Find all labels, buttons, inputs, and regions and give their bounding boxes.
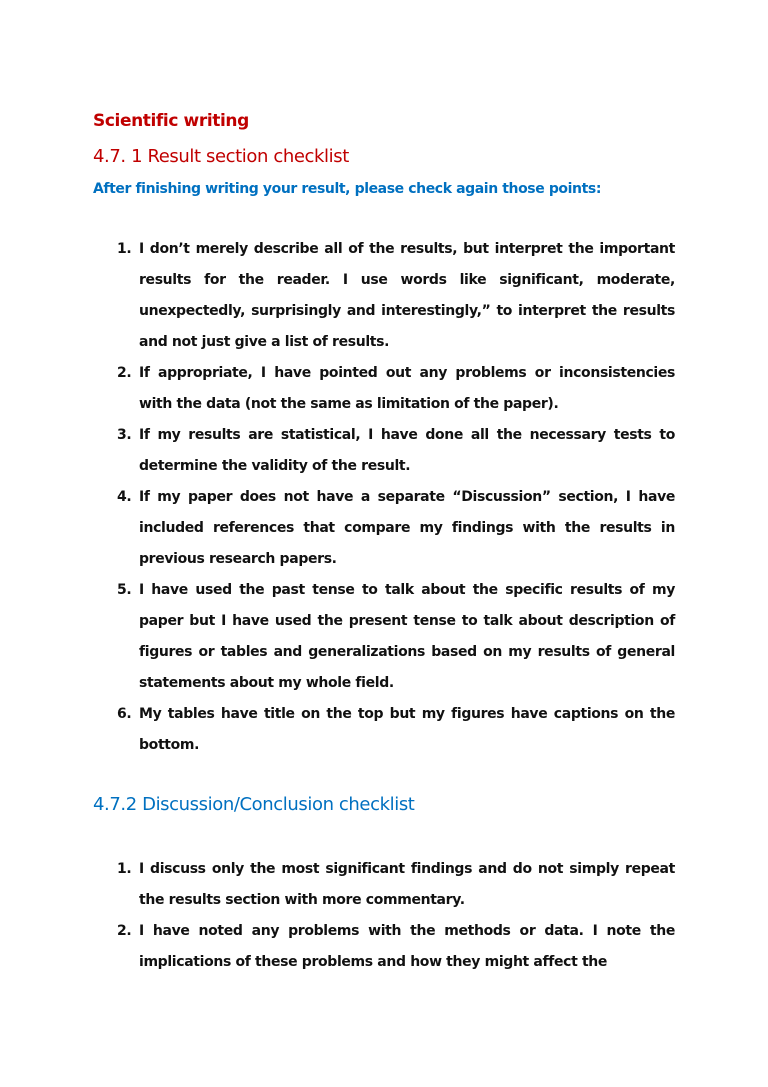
list-item-text: I have noted any problems with the methods or data. I note the implications of these problems and how they might affect the (139, 923, 675, 970)
section-heading-discussion-checklist: 4.7.2 Discussion/Conclusion checklist (93, 794, 415, 815)
list-item-text: I don’t merely describe all of the results, but interpret the important results for the reader. I use words like significant, moderate, unexpectedly, surprisingly and interestingly,” to interpret the results and not just give a list of results. (139, 241, 675, 350)
list-item-text: I have used the past tense to talk about the specific results of my paper but I have used the present tense to talk about description of figures or tables and generalizations based on my results of general statements about my whole field. (139, 582, 675, 691)
list-item (93, 482, 675, 575)
section-intro: After finishing writing your result, please check again those points: (93, 181, 602, 197)
list-item-text: If my results are statistical, I have done all the necessary tests to determine the validity of the result. (139, 427, 675, 474)
list-item-text: If my paper does not have a separate “Discussion” section, I have included references that compare my findings with the results in previous research papers. (139, 489, 675, 567)
document-title: Scientific writing (93, 111, 249, 131)
list-item (93, 916, 675, 978)
list-item-number: 3 . (117, 420, 127, 451)
result-checklist (93, 234, 675, 761)
list-item-number: 1 . (117, 234, 127, 265)
list-item (93, 575, 675, 699)
list-item-number: 4 . (117, 482, 127, 513)
list-item-number: 5 . (117, 575, 127, 606)
list-item-number: 2 . (117, 916, 127, 947)
list-item (93, 358, 675, 420)
list-item-text: My tables have title on the top but my figures have captions on the bottom. (139, 706, 675, 753)
list-item-text: I discuss only the most significant findings and do not simply repeat the results section with more commentary. (139, 861, 675, 908)
list-item-number: 6 . (117, 699, 127, 730)
list-item (93, 699, 675, 761)
list-item-number: 2 . (117, 358, 127, 389)
list-item (93, 420, 675, 482)
list-item-number: 1 . (117, 854, 127, 885)
discussion-checklist (93, 854, 675, 978)
section-heading-result-checklist: 4.7. 1 Result section checklist (93, 146, 349, 167)
list-item (93, 234, 675, 358)
list-item (93, 854, 675, 916)
list-item-text: If appropriate, I have pointed out any problems or inconsistencies with the data (not the same as limitation of the paper). (139, 365, 675, 412)
